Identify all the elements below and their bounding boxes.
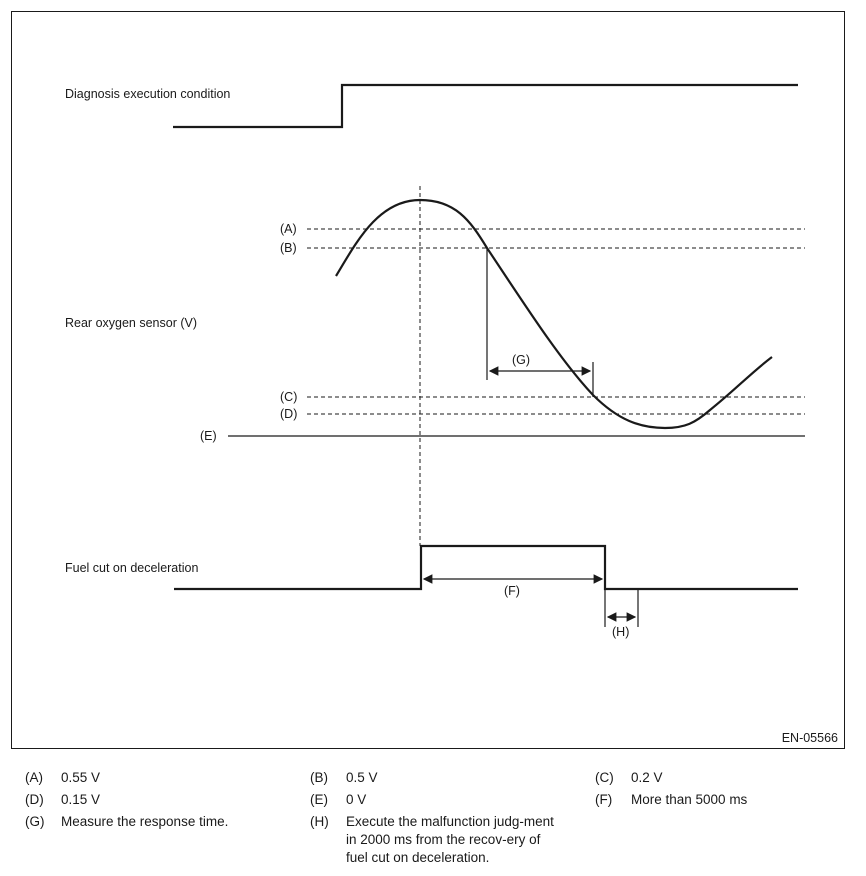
legend-key: (G): [25, 814, 45, 829]
marker-a: (A): [280, 222, 297, 236]
sensor-label: Rear oxygen sensor (V): [65, 316, 198, 330]
legend-text: 0.2 V: [631, 770, 663, 785]
legend-key: (H): [310, 814, 329, 829]
legend-text: More than 5000 ms: [631, 792, 748, 807]
marker-c: (C): [280, 390, 298, 404]
legend-text: Execute the malfunction judg-ment in 2000 ms from the recov-ery of fuel cut on deceleration.: [346, 814, 554, 865]
legend-key: (C): [595, 770, 614, 785]
legend-key: (D): [25, 792, 44, 807]
marker-g: (G): [512, 353, 531, 367]
legend-text: 0.55 V: [61, 770, 101, 785]
diagnosis-label: Diagnosis execution condition: [65, 87, 231, 101]
figure-id: EN-05566: [781, 731, 838, 745]
fuel-cut-label: Fuel cut on deceleration: [65, 561, 199, 575]
marker-d: (D): [280, 407, 298, 421]
legend-text: Measure the response time.: [61, 814, 229, 829]
marker-h: (H): [612, 625, 630, 639]
legend-key: (A): [25, 770, 43, 785]
legend-text: 0 V: [346, 792, 367, 807]
legend-text: 0.15 V: [61, 792, 101, 807]
marker-f: (F): [504, 584, 520, 598]
marker-b: (B): [280, 241, 297, 255]
legend-key: (B): [310, 770, 328, 785]
sensor-waveform: [336, 200, 772, 428]
legend-key: (E): [310, 792, 328, 807]
fuel-cut-signal: [174, 546, 798, 589]
legend-text: 0.5 V: [346, 770, 378, 785]
marker-e: (E): [200, 429, 217, 443]
diagnosis-signal: [173, 85, 798, 127]
legend-key: (F): [595, 792, 613, 807]
